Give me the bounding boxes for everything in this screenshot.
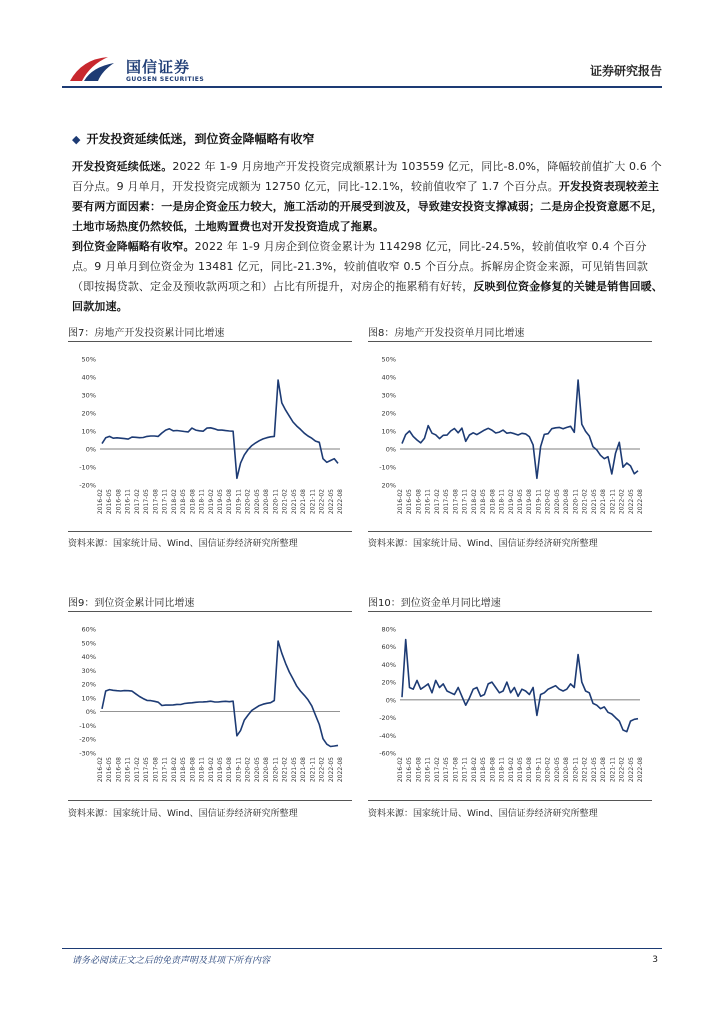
figure-8-title: 图8：房地产开发投资单月同比增速 xyxy=(368,328,525,339)
figure-8-bottom-rule xyxy=(368,531,652,532)
x-tick-label: 2017-05 xyxy=(143,757,151,783)
y-tick-label: -30% xyxy=(79,749,96,758)
x-tick-label: 2017-08 xyxy=(152,757,160,783)
x-tick-label: 2021-11 xyxy=(309,757,317,783)
x-tick-label: 2020-11 xyxy=(572,757,580,783)
paragraph-emphasis: 开发投资表现较差主要有两方面因素：一是房企资金压力较大，施工活动的开展受到波及，导致建安投资支撑减弱；二是房企投资意愿不足，土地市场热度仍然较低，土地购置费也对开发投资造成了拖累。 xyxy=(72,180,663,233)
y-tick-label: -40% xyxy=(379,731,396,740)
x-tick-label: 2019-08 xyxy=(526,757,534,783)
y-tick-label: 10% xyxy=(81,694,96,703)
x-tick-label: 2021-02 xyxy=(581,757,589,783)
figure-8-top-rule xyxy=(368,341,652,342)
series-line xyxy=(102,380,338,478)
x-tick-label: 2019-05 xyxy=(217,757,224,783)
x-tick-label: 2020-02 xyxy=(544,489,552,515)
paragraph-funds xyxy=(72,237,664,317)
x-tick-label: 2020-05 xyxy=(553,489,561,515)
figure-9-bottom-rule xyxy=(68,800,352,801)
section-title xyxy=(72,130,314,147)
y-tick-label: 0% xyxy=(85,445,96,454)
figure-8-chart xyxy=(368,345,652,529)
x-tick-label: 2019-11 xyxy=(535,489,543,515)
x-tick-label: 2018-11 xyxy=(498,757,506,783)
x-tick-label: 2017-08 xyxy=(152,489,160,515)
page-header xyxy=(62,50,662,90)
x-tick-label: 2022-08 xyxy=(337,757,344,783)
x-tick-label: 2022-05 xyxy=(327,757,335,783)
x-tick-label: 2022-08 xyxy=(637,757,644,783)
x-tick-label: 2019-02 xyxy=(507,489,515,515)
x-tick-label: 2021-02 xyxy=(581,489,589,515)
x-tick-label: 2016-02 xyxy=(397,757,404,783)
figure-10-bottom-rule xyxy=(368,800,652,801)
figure-7-source: 资料来源：国家统计局、Wind、国信证券经济研究所整理 xyxy=(68,539,298,549)
x-tick-label: 2021-08 xyxy=(300,489,308,515)
y-tick-label: 80% xyxy=(381,625,396,634)
x-tick-label: 2017-02 xyxy=(433,489,441,515)
x-tick-label: 2016-08 xyxy=(115,489,123,515)
x-tick-label: 2021-02 xyxy=(281,757,289,783)
x-tick-label: 2019-11 xyxy=(235,757,243,783)
x-tick-label: 2020-11 xyxy=(272,757,280,783)
figure-7-top-rule xyxy=(68,341,352,342)
figure-10-chart xyxy=(368,615,652,797)
x-tick-label: 2022-02 xyxy=(318,489,326,515)
y-tick-label: -10% xyxy=(379,463,396,472)
x-tick-label: 2020-08 xyxy=(563,489,571,515)
x-tick-label: 2017-02 xyxy=(133,489,141,515)
y-tick-label: -10% xyxy=(79,463,96,472)
x-tick-label: 2020-02 xyxy=(244,757,252,783)
x-tick-label: 2016-05 xyxy=(106,489,114,515)
y-tick-label: 30% xyxy=(81,391,96,400)
x-tick-label: 2019-08 xyxy=(226,757,234,783)
x-tick-label: 2021-05 xyxy=(590,489,598,515)
x-tick-label: 2019-11 xyxy=(235,489,243,515)
x-tick-label: 2019-02 xyxy=(207,489,215,515)
header-divider xyxy=(62,86,662,88)
paragraph-emphasis: 反映到位资金修复的关键是销售回暖、回款加速。 xyxy=(72,280,663,313)
x-tick-label: 2018-05 xyxy=(180,757,188,783)
x-tick-label: 2022-02 xyxy=(618,489,626,515)
footer-divider xyxy=(62,948,662,949)
y-tick-label: 40% xyxy=(381,660,396,669)
figure-8-source: 资料来源：国家统计局、Wind、国信证券经济研究所整理 xyxy=(368,539,598,549)
x-tick-label: 2016-08 xyxy=(415,757,423,783)
x-tick-label: 2017-05 xyxy=(443,489,451,515)
x-tick-label: 2016-11 xyxy=(124,489,132,515)
diamond-bullet-icon: ◆ xyxy=(72,133,81,146)
x-tick-label: 2022-02 xyxy=(318,757,326,783)
x-tick-label: 2019-05 xyxy=(517,489,524,515)
x-tick-label: 2021-05 xyxy=(590,757,598,783)
y-tick-label: 0% xyxy=(85,708,96,717)
figure-10-top-rule xyxy=(368,611,652,612)
x-tick-label: 2020-02 xyxy=(544,757,552,783)
y-tick-label: 50% xyxy=(81,355,96,364)
x-tick-label: 2017-11 xyxy=(461,757,469,783)
y-tick-label: 10% xyxy=(381,427,396,436)
y-tick-label: 40% xyxy=(81,653,96,662)
x-tick-label: 2017-11 xyxy=(161,757,169,783)
y-tick-label: 30% xyxy=(81,666,96,675)
x-tick-label: 2022-05 xyxy=(627,757,635,783)
y-tick-label: 40% xyxy=(81,373,96,382)
x-tick-label: 2017-05 xyxy=(143,489,151,515)
y-tick-label: 30% xyxy=(381,391,396,400)
x-tick-label: 2020-05 xyxy=(553,757,561,783)
series-line xyxy=(102,641,338,746)
guosen-logo-icon xyxy=(68,53,118,85)
x-tick-label: 2021-05 xyxy=(290,489,298,515)
figure-9-chart xyxy=(68,615,352,797)
x-tick-label: 2016-08 xyxy=(415,489,423,515)
x-tick-label: 2022-02 xyxy=(618,757,626,783)
page-number: 3 xyxy=(652,955,658,965)
x-tick-label: 2017-02 xyxy=(433,757,441,783)
report-type: 证券研究报告 xyxy=(589,64,662,78)
x-tick-label: 2016-08 xyxy=(115,757,123,783)
paragraph-body: 2022 年 1-9 月房企到位资金累计为 114298 亿元，同比-24.5%，较前值收窄 0.4 个百分点。9 月单月到位资金为 13481 亿元，同比-21.3%，较前值收窄 0.5 个百分点。拆解房企资金来源，可见销售回款（即按揭贷款、定金及预收款两项之和）占比有所提升，对房企的拖累稍有好转， xyxy=(72,240,649,293)
x-tick-label: 2019-08 xyxy=(526,489,534,515)
figure-9-title: 图9：到位资金累计同比增速 xyxy=(68,598,195,609)
x-tick-label: 2016-02 xyxy=(97,757,104,783)
x-tick-label: 2017-08 xyxy=(452,489,460,515)
paragraph-investment xyxy=(72,157,664,237)
x-tick-label: 2016-11 xyxy=(424,757,432,783)
x-tick-label: 2018-05 xyxy=(480,489,488,515)
x-tick-label: 2017-08 xyxy=(452,757,460,783)
x-tick-label: 2022-08 xyxy=(337,489,344,515)
x-tick-label: 2020-08 xyxy=(263,489,271,515)
x-tick-label: 2022-08 xyxy=(637,489,644,515)
x-tick-label: 2020-11 xyxy=(272,489,280,515)
x-tick-label: 2020-02 xyxy=(244,489,252,515)
series-line xyxy=(402,380,638,478)
x-tick-label: 2016-11 xyxy=(424,489,432,515)
y-tick-label: 0% xyxy=(385,696,396,705)
x-tick-label: 2022-05 xyxy=(327,489,335,515)
x-tick-label: 2018-05 xyxy=(480,757,488,783)
figure-7-title: 图7：房地产开发投资累计同比增速 xyxy=(68,328,225,339)
y-tick-label: 20% xyxy=(381,678,396,687)
y-tick-label: -20% xyxy=(79,481,96,490)
x-tick-label: 2018-08 xyxy=(489,757,497,783)
x-tick-label: 2019-02 xyxy=(207,757,215,783)
x-tick-label: 2019-11 xyxy=(535,757,543,783)
x-tick-label: 2018-11 xyxy=(198,489,206,515)
x-tick-label: 2020-05 xyxy=(253,757,261,783)
x-tick-label: 2021-11 xyxy=(309,489,317,515)
x-tick-label: 2021-11 xyxy=(609,757,617,783)
y-tick-label: 20% xyxy=(381,481,396,490)
x-tick-label: 2018-08 xyxy=(189,489,197,515)
x-tick-label: 2018-05 xyxy=(180,489,188,515)
y-tick-label: -10% xyxy=(79,721,96,730)
x-tick-label: 2019-05 xyxy=(217,489,224,515)
figure-10-source: 资料来源：国家统计局、Wind、国信证券经济研究所整理 xyxy=(368,809,598,819)
y-tick-label: 60% xyxy=(381,643,396,652)
x-tick-label: 2022-05 xyxy=(627,489,635,515)
paragraph-lead: 到位资金降幅略有收窄。 xyxy=(72,240,195,253)
x-tick-label: 2021-08 xyxy=(300,757,308,783)
x-tick-label: 2020-08 xyxy=(263,757,271,783)
brand-name-en: GUOSEN SECURITIES xyxy=(126,76,205,83)
x-tick-label: 2018-08 xyxy=(189,757,197,783)
x-tick-label: 2018-02 xyxy=(470,757,478,783)
x-tick-label: 2016-02 xyxy=(397,489,404,515)
x-tick-label: 2017-11 xyxy=(461,489,469,515)
section-title-text: 开发投资延续低迷，到位资金降幅略有收窄 xyxy=(86,132,315,146)
figure-7-bottom-rule xyxy=(68,531,352,532)
y-tick-label: 50% xyxy=(381,355,396,364)
x-tick-label: 2018-11 xyxy=(498,489,506,515)
y-tick-label: 20% xyxy=(81,409,96,418)
figure-9-source: 资料来源：国家统计局、Wind、国信证券经济研究所整理 xyxy=(68,809,298,819)
y-tick-label: -20% xyxy=(79,735,96,744)
paragraph-body: 2022 年 1-9 月房地产开发投资完成额累计为 103559 亿元，同比-8.0%，降幅较前值扩大 0.6 个百分点。9 月单月，开发投资完成额为 12750 亿元，同比-12.1%，较前值收窄了 1.7 个百分点。 xyxy=(72,160,662,193)
figure-10-title: 图10：到位资金单月同比增速 xyxy=(368,598,501,609)
x-tick-label: 2018-02 xyxy=(170,757,178,783)
y-tick-label: 0% xyxy=(385,445,396,454)
x-tick-label: 2020-11 xyxy=(572,489,580,515)
x-tick-label: 2019-05 xyxy=(517,757,524,783)
x-tick-label: 2016-05 xyxy=(406,757,414,783)
x-tick-label: 2016-05 xyxy=(406,489,414,515)
x-tick-label: 2016-05 xyxy=(106,757,114,783)
footer-disclaimer: 请务必阅读正文之后的免责声明及其项下所有内容 xyxy=(72,956,271,966)
y-tick-label: 20% xyxy=(381,409,396,418)
y-tick-label: 10% xyxy=(81,427,96,436)
x-tick-label: 2021-08 xyxy=(600,489,608,515)
figure-7-chart xyxy=(68,345,352,529)
x-tick-label: 2018-02 xyxy=(470,489,478,515)
x-tick-label: 2020-08 xyxy=(563,757,571,783)
x-tick-label: 2021-11 xyxy=(609,489,617,515)
brand-name: 国信证券 xyxy=(126,58,191,76)
x-tick-label: 2021-08 xyxy=(600,757,608,783)
figure-9-top-rule xyxy=(68,611,352,612)
y-tick-label: 50% xyxy=(81,639,96,648)
y-tick-label: 40% xyxy=(381,373,396,382)
x-tick-label: 2021-05 xyxy=(290,757,298,783)
y-tick-label: 20% xyxy=(81,680,96,689)
y-tick-label: -60% xyxy=(379,749,396,758)
x-tick-label: 2016-11 xyxy=(124,757,132,783)
x-tick-label: 2018-08 xyxy=(489,489,497,515)
y-tick-label: 60% xyxy=(81,625,96,634)
x-tick-label: 2018-02 xyxy=(170,489,178,515)
x-tick-label: 2020-05 xyxy=(253,489,261,515)
x-tick-label: 2021-02 xyxy=(281,489,289,515)
paragraph-lead: 开发投资延续低迷。 xyxy=(72,160,173,173)
x-tick-label: 2017-11 xyxy=(161,489,169,515)
x-tick-label: 2018-11 xyxy=(198,757,206,783)
x-tick-label: 2017-02 xyxy=(133,757,141,783)
x-tick-label: 2017-05 xyxy=(443,757,451,783)
series-line xyxy=(402,640,638,732)
x-tick-label: 2019-08 xyxy=(226,489,234,515)
x-tick-label: 2019-02 xyxy=(507,757,515,783)
x-tick-label: 2016-02 xyxy=(97,489,104,515)
y-tick-label: -20% xyxy=(379,714,396,723)
